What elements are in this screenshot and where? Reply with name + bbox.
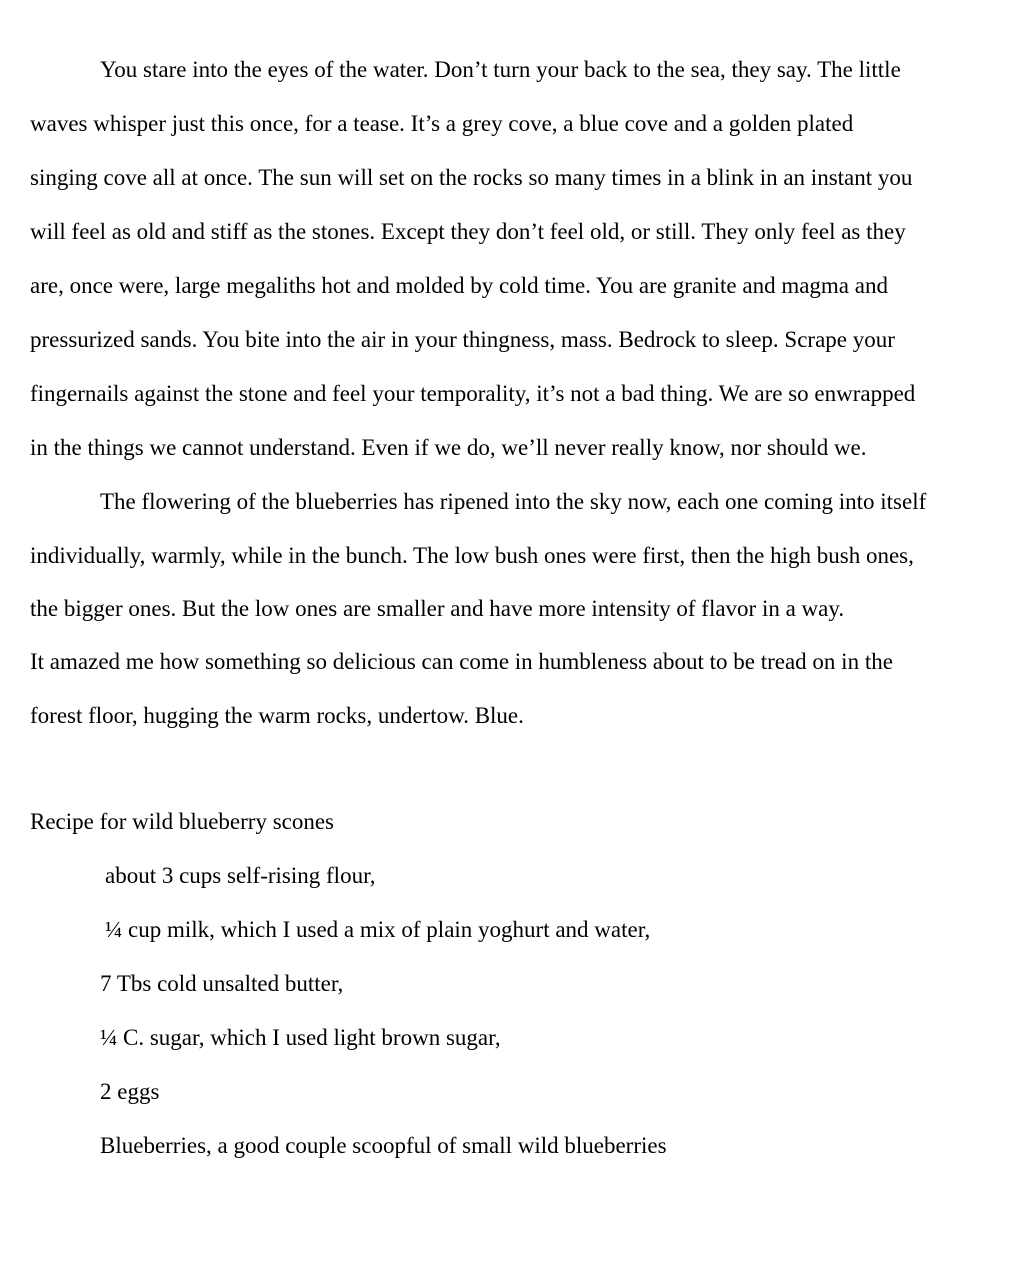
- paragraph-1-line-6: pressurized sands. You bite into the air in your thingness, mass. Bedrock to sleep. Scrape your: [30, 327, 895, 352]
- paragraph-1-line-5: are, once were, large megaliths hot and molded by cold time. You are granite and magma and: [30, 273, 888, 298]
- paragraph-1-line-7: fingernails against the stone and feel your temporality, it’s not a bad thing. We are so enwrapped: [30, 381, 916, 406]
- ingredient-item: 7 Tbs cold unsalted butter,: [100, 971, 344, 996]
- paragraph-2-line-1: The flowering of the blueberries has ripened into the sky now, each one coming into itself: [100, 489, 927, 514]
- paragraph-1-line-3: singing cove all at once. The sun will set on the rocks so many times in a blink in an instant you: [30, 165, 913, 190]
- paragraph-2-line-3: the bigger ones. But the low ones are smaller and have more intensity of flavor in a way.: [30, 596, 845, 621]
- ingredient-item: ¼ cup milk, which I used a mix of plain yoghurt and water,: [105, 917, 651, 942]
- paragraph-3-line-2: forest floor, hugging the warm rocks, undertow. Blue.: [30, 703, 524, 728]
- essay-body: [30, 43, 950, 743]
- ingredient-item: about 3 cups self-rising flour,: [105, 863, 376, 888]
- recipe-section: [30, 795, 950, 1173]
- paragraph-1-line-2: waves whisper just this once, for a tease. It’s a grey cove, a blue cove and a golden plated: [30, 111, 854, 136]
- paragraph-2-line-2: individually, warmly, while in the bunch. The low bush ones were first, then the high bush ones,: [30, 543, 914, 568]
- paragraph-1-line-1: You stare into the eyes of the water. Don’t turn your back to the sea, they say. The little: [100, 57, 901, 82]
- paragraph-1-line-8: in the things we cannot understand. Even if we do, we’ll never really know, nor should we.: [30, 435, 867, 460]
- paragraph-1-line-4: will feel as old and stiff as the stones. Except they don’t feel old, or still. They only feel as they: [30, 219, 906, 244]
- ingredient-item: 2 eggs: [100, 1079, 160, 1104]
- ingredient-item: ¼ C. sugar, which I used light brown sugar,: [100, 1025, 501, 1050]
- ingredient-item: Blueberries, a good couple scoopful of small wild blueberries: [100, 1133, 667, 1158]
- paragraph-3-line-1: It amazed me how something so delicious can come in humbleness about to be tread on in the: [30, 649, 893, 674]
- recipe-title: Recipe for wild blueberry scones: [30, 809, 335, 834]
